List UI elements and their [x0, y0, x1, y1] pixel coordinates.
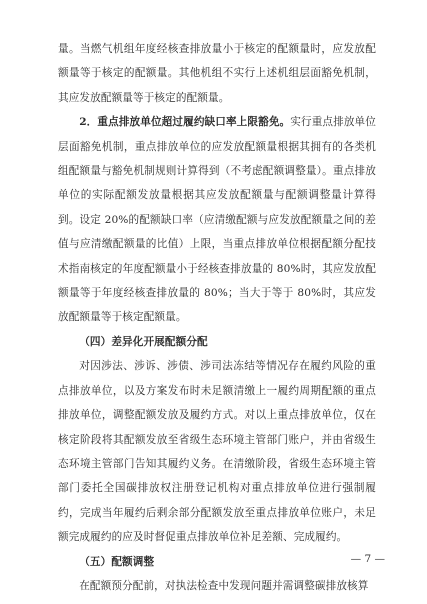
- paragraph-quota-adjustment: 在配额预分配前，对执法检查中发现问题并需调整碳排放核算: [79, 579, 369, 592]
- paragraph-unit-exemption-text: 实行重点排放单位层面豁免机制，重点排放单位的应发放配额量根据其拥有的各类机组配额量与豁免机制规则计算得到（不考虑配额调整量）。重点排放单位的实际配额发放量根据其应发放配额量与配额调整量计算得到。设定 20%的配额缺口率（应清缴配额与应发放配额量之间的差值与应清缴配额量的比值）上限，当重点排放单位根据配额分配技术指南核定的年度配额量小于经核查排放量的 80%时，其应发放配额量等于年度经核查排放量的 80%；当大于等于 80%时，其应发放配额量等于核定配额量。: [58, 116, 376, 324]
- paragraph-unit-exemption: [58, 110, 376, 330]
- paragraph-differentiated-allocation: 对因涉法、涉诉、涉债、涉司法冻结等情况存在履约风险的重点排放单位，以及方案发布时未足额清缴上一履约周期配额的重点排放单位，调整配额发放及履约方式。对以上重点排放单位，仅在核定阶段将其配额发放至省级生态环境主管部门账户，并由省级生态环境主管部门告知其履约义务。在清缴阶段，省级生态环境主管部门委托全国碳排放权注册登记机构对重点排放单位进行强制履约，完成当年履约后剩余部分配额发放至重点排放单位账户，未足额完成履约的应及时督促重点排放单位补足差额、完成履约。: [58, 360, 376, 544]
- subheading-unit-exemption: 2．重点排放单位超过履约缺口率上限豁免。: [79, 116, 291, 129]
- section-heading-differentiated-allocation: （四）差异化开展配额分配: [79, 335, 208, 348]
- page-number: — 7 —: [350, 553, 385, 565]
- document-body: [58, 37, 376, 598]
- section-heading-quota-adjustment: （五）配额调整: [79, 555, 155, 568]
- paragraph-gas-units: 量。当燃气机组年度经核查排放量小于核定的配额量时，应发放配额量等于核定的配额量。其他机组不实行上述机组层面豁免机制，其应发放配额量等于核定的配额量。: [58, 43, 376, 104]
